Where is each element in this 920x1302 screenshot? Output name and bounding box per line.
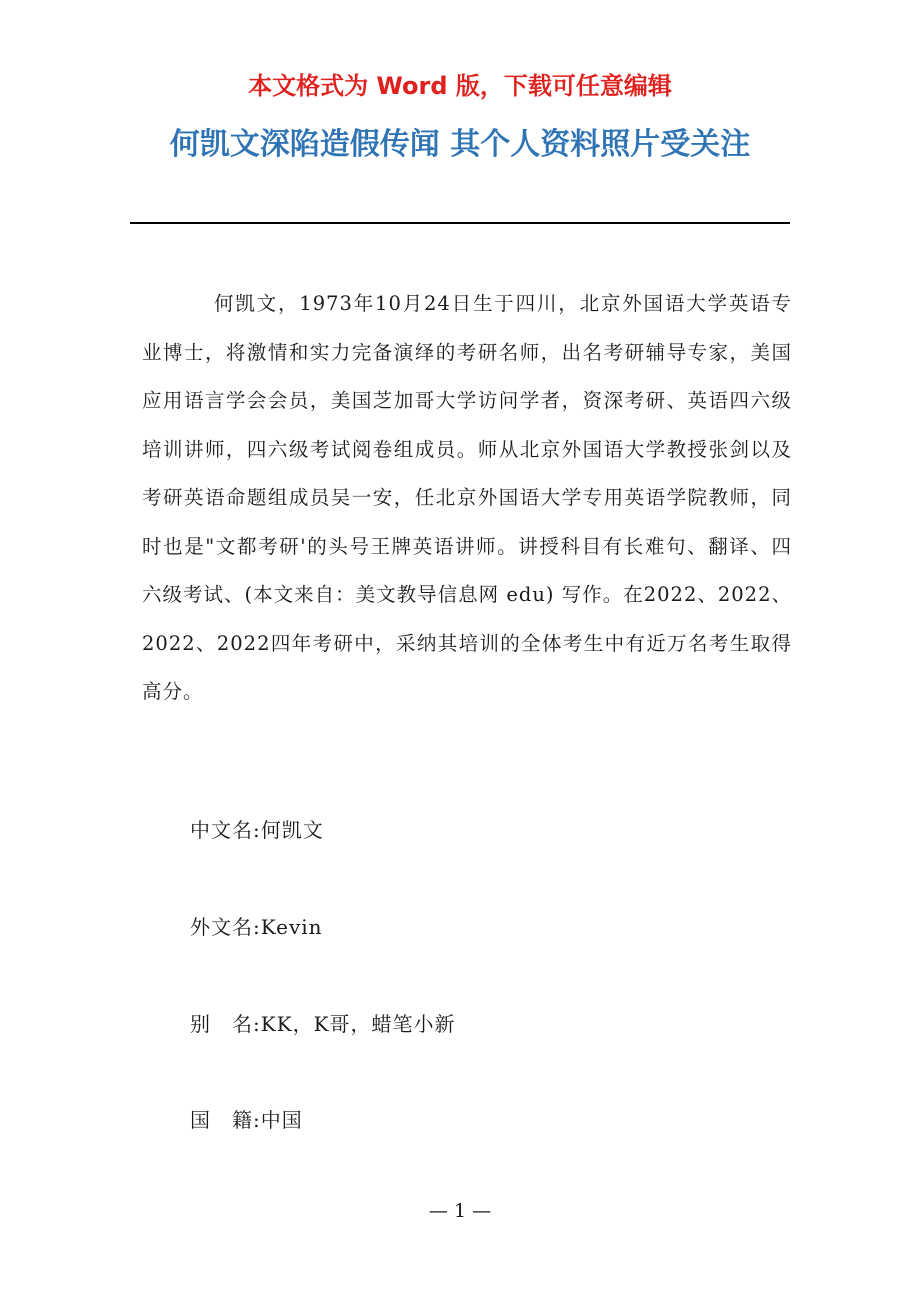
- document-title: 何凯文深陷造假传闻 其个人资料照片受关注: [169, 127, 751, 162]
- field-nationality: 国 籍:中国: [190, 1108, 303, 1132]
- field-foreign-name: 外文名:Kevin: [190, 915, 323, 939]
- intro-paragraph: 何凯文，1973年10月24日生于四川，北京外国语大学英语专业博士，将激情和实力完备演绎的考研名师，出名考研辅导专家，美国应用语言学会会员，美国芝加哥大学访问学者，资深考研、英语四六级培训讲师，四六级考试阅卷组成员。师从北京外国语大学教授张剑以及考研英语命题组成员吴一安，任北京外国语大学专用英语学院教师，同时也是"文都考研'的头号王牌英语讲师。讲授科目有长难句、翻译、四六级考试、(本文来自：美文教导信息网 edu) 写作。在2022、2022、2022、2022四年考研中，采纳其培训的全体考生中有近万名考生取得高分。: [142, 292, 792, 703]
- field-alias: 别 名:KK，K哥，蜡笔小新: [190, 1012, 456, 1036]
- download-banner: 本文格式为 Word 版，下载可任意编辑: [248, 72, 672, 100]
- title-divider: [130, 222, 790, 224]
- field-chinese-name: 中文名:何凯文: [190, 818, 324, 842]
- page-number: — 1 —: [428, 1200, 492, 1222]
